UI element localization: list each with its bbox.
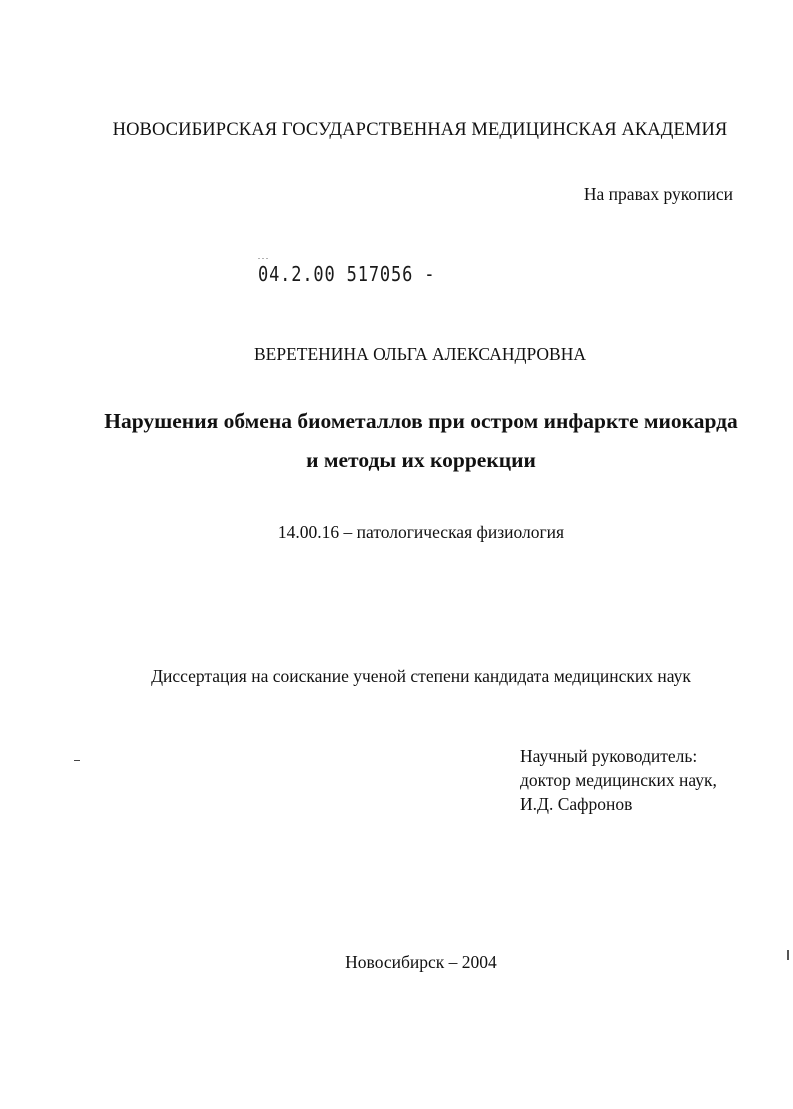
degree-statement: Диссертация на соискание ученой степени кандидата медицинских наук	[151, 666, 691, 686]
scan-speck	[787, 950, 789, 960]
author-name: ВЕРЕТЕНИНА ОЛЬГА АЛЕКСАНДРОВНА	[254, 344, 586, 364]
thesis-title-line-2: и методы их коррекции	[306, 448, 536, 472]
institution-name: НОВОСИБИРСКАЯ ГОСУДАРСТВЕННАЯ МЕДИЦИНСКАЯ АКАДЕМИЯ	[112, 120, 728, 140]
catalog-number-stamp: 04.2.00 517056 -	[258, 262, 436, 286]
city-and-year: Новосибирск – 2004	[345, 952, 497, 972]
scan-mark	[74, 760, 80, 761]
thesis-title-line-1: Нарушения обмена биометаллов при остром инфаркте миокарда	[104, 409, 738, 433]
manuscript-rights-note: На правах рукописи	[583, 184, 733, 204]
supervisor-label: Научный руководитель:	[520, 746, 698, 766]
catalog-stamp-dots: . . .	[258, 252, 268, 261]
specialty-code: 14.00.16 – патологическая физиология	[277, 522, 565, 542]
supervisor-degree: доктор медицинских наук,	[520, 770, 717, 790]
supervisor-name: И.Д. Сафронов	[520, 794, 633, 814]
